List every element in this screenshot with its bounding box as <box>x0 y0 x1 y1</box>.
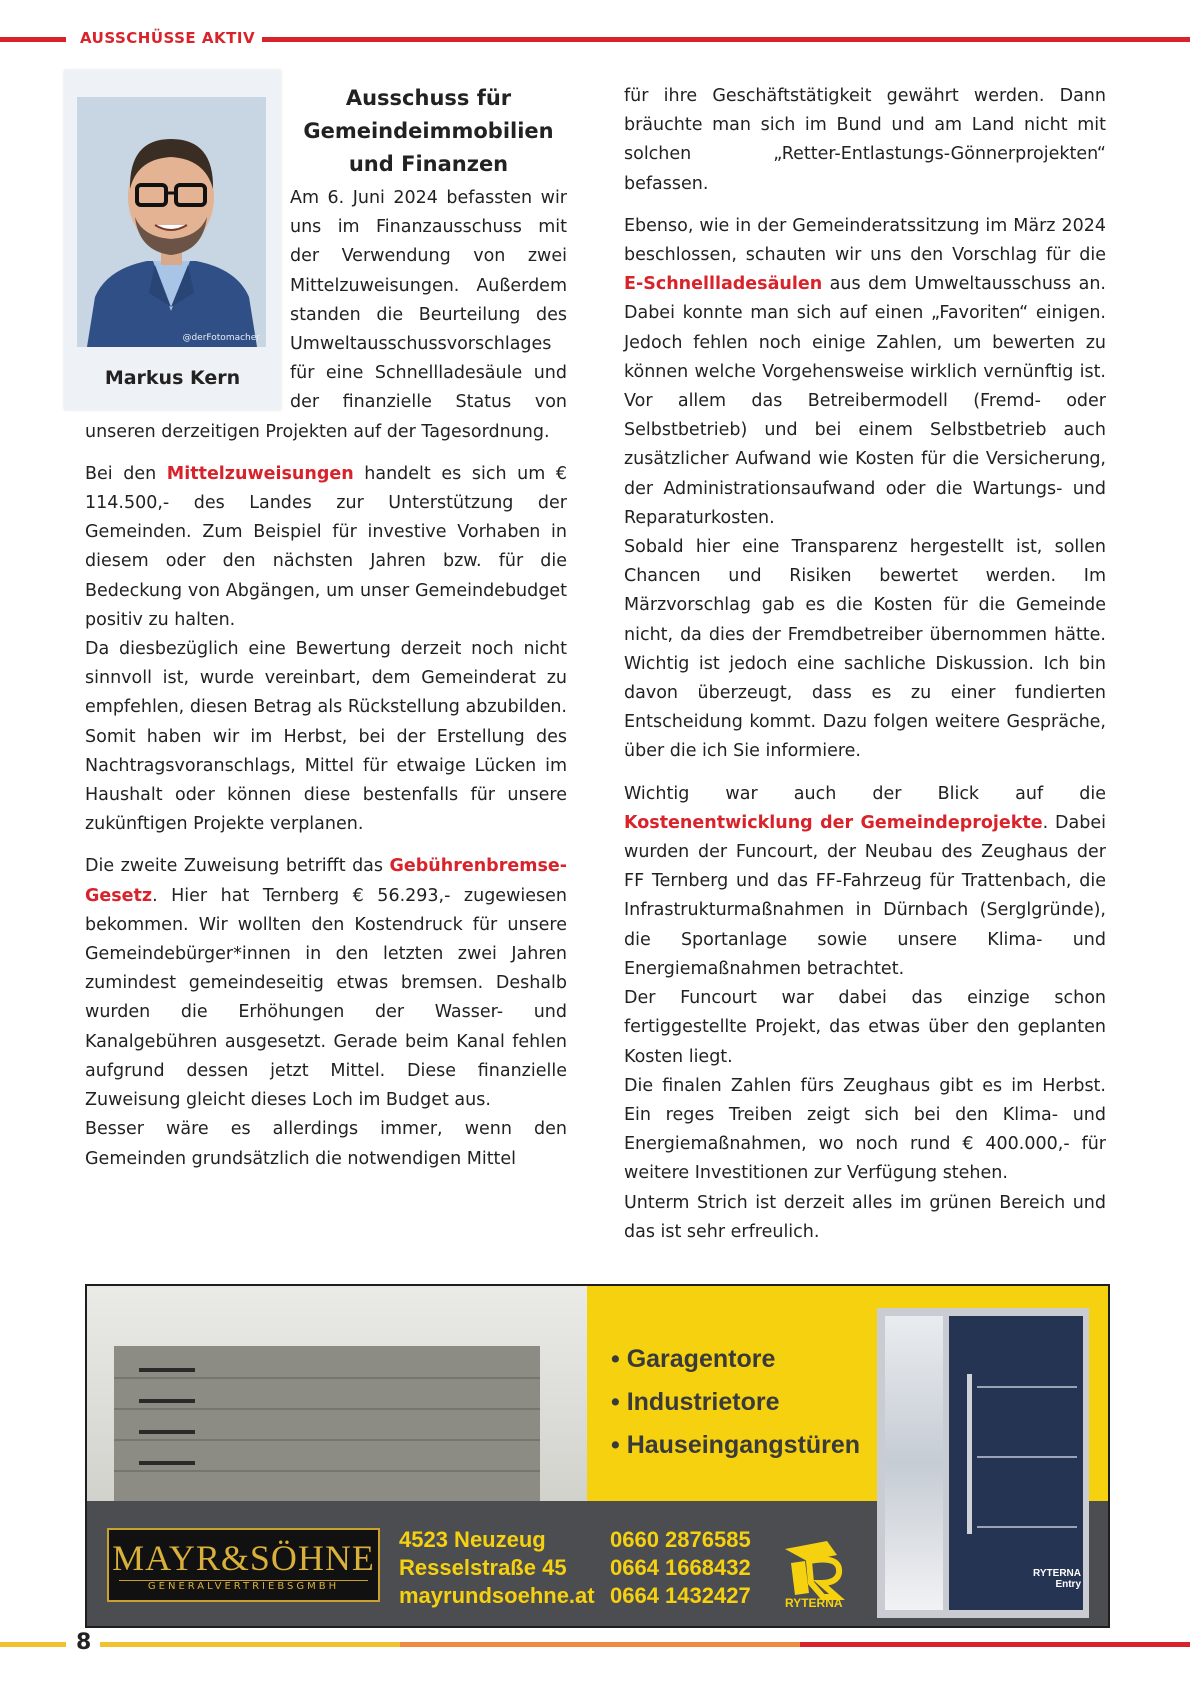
ad-bullet: • Industrietore <box>611 1381 860 1424</box>
ad-bullet: • Garagentore <box>611 1338 860 1381</box>
person-name: Markus Kern <box>104 367 241 389</box>
paragraph-zeughaus: Die finalen Zahlen fürs Zeughaus gibt es im Herbst. Ein reges Treiben zeigt sich bei den Klima- und Energiemaßnahmen, wo noch rund € 400.000,- für weitere Investitionen zur Verfügung stehen. <box>624 1075 1106 1184</box>
page-number: 8 <box>76 1630 92 1655</box>
ad-bullet: • Hauseingangstüren <box>611 1424 860 1467</box>
advertisement <box>85 1284 1110 1628</box>
mayr-soehne-logo: MAYR&SÖHNE GENERALVERTRIEBSGMBH <box>107 1528 380 1602</box>
garage-door-image <box>114 1346 540 1501</box>
ad-address: 4523 Neuzeug Resselstraße 45 mayrundsoehne.at <box>399 1527 595 1608</box>
paragraph-rueckstellung: Da diesbezüglich eine Bewertung derzeit noch nicht sinnvoll ist, wurde vereinbart, dem Gemeinderat zu empfehlen, diesen Betrag als Rückstellung abzubilden. Somit haben wir im Herbst, bei der Erstellung des Nachtragsvoranschlags, Mittel für etwaige Lücken im Haushalt oder können diese bestenfalls für unsere zukünftigen Projekte verplanen. <box>85 639 567 835</box>
paragraph-kostenentwicklung: Wichtig war auch der Blick auf die Kostenentwicklung der Gemeindeprojekte. Dabei wurden der Funcourt, der Neubau des Zeughaus der FF Ternberg und das FF-Fahrzeug für Trattenbach, die Infrastrukturmaßnahmen in Dürnbach (Serglgründe), die Sportanlage sowie unsere Klima- und Energiemaßnahmen betrachtet. <box>624 783 1106 979</box>
paragraph-schnellladesaeulen: Ebenso, wie in der Gemeinderatssitzung im März 2024 beschlossen, schauten wir uns den Vorschlag für die E-Schnellladesäulen aus dem Umweltausschuss an. Dabei konnte man sich auf einen „Favoriten“ einigen. Jedoch fehlen noch einige Zahlen, um bewerten zu können welche Vorgehensweise wirklich vernünftig ist. Vor allem das Betreibermodell (Fremd- oder Selbstbetrieb) und bei einem Selbstbetrieb auch zusätzlicher Aufwand wie Kosten für die Versicherung, der Administrationsaufwand oder die Wartungs- und Reparaturkosten. <box>624 215 1106 528</box>
footer-rule <box>400 1642 800 1647</box>
header-rule-right <box>262 37 1190 42</box>
door-brand-label: RYTERNA Entry <box>1033 1568 1081 1590</box>
header-rule-left <box>0 37 66 42</box>
article-title: Ausschuss für Gemeindeimmobilien und Finanzen <box>303 86 554 176</box>
footer-rule <box>0 1642 66 1647</box>
ryterna-logo-icon <box>777 1539 857 1613</box>
paragraph-geschaeftstaetigkeit: für ihre Geschäftstätigkeit gewährt werden. Dann bräuchte man sich im Bund und am Land nicht mit solchen „Retter-Entlastungs-Gönnerprojekten“ befassen. <box>624 86 1106 194</box>
article-column-left <box>85 82 567 1174</box>
footer-rule <box>800 1642 1190 1647</box>
ad-phone-numbers: 0660 2876585 0664 1668432 0664 1432427 <box>610 1527 751 1608</box>
svg-text:RYTERNA: RYTERNA <box>785 1596 843 1609</box>
paragraph-fazit: Unterm Strich ist derzeit alles im grünen Bereich und das ist sehr erfreulich. <box>624 1192 1106 1242</box>
paragraph-gebuehrenbremse: Die zweite Zuweisung betrifft das Gebührenbremse-Gesetz. Hier hat Ternberg € 56.293,- zugewiesen bekommen. Wir wollten den Kostendruck für unsere Gemeindebürger*innen in den letzten zwei Jahren zumindest gemeindeseitig etwas bremsen. Deshalb wurden die Erhöhungen der Wasser- und Kanalgebühren ausgesetzt. Gerade beim Kanal fehlen aufgrund dessen jetzt Mittel. Diese finanzielle Zuweisung gleicht dieses Loch im Budget aus. <box>85 856 567 1111</box>
ad-product-list <box>611 1338 860 1467</box>
paragraph-funcourt: Der Funcourt war dabei das einzige schon fertiggestellte Projekt, das etwas über den geplanten Kosten liegt. <box>624 988 1106 1067</box>
paragraph-transparenz: Sobald hier eine Transparenz hergestellt ist, sollen Chancen und Risiken bewertet werden. Im Märzvorschlag gab es die Kosten für die Gemeinde nicht, da dies der Fremdbetreiber übernommen hätte. Wichtig ist jedoch eine sachliche Diskussion. Ich bin davon überzeugt, dass es zu einer fundierten Entscheidung kommt. Dazu folgen weitere Gespräche, über die ich Sie informiere. <box>624 537 1106 762</box>
photo-credit: @derFotomacher <box>182 333 260 343</box>
section-label: AUSSCHÜSSE AKTIV <box>80 29 256 47</box>
ad-website-link[interactable]: mayrundsoehne.at <box>399 1583 595 1608</box>
highlight-gebuehrenbremse: Gebührenbremse-Gesetz <box>85 856 567 906</box>
highlight-mittelzuweisungen: Mittelzuweisungen <box>166 463 354 484</box>
paragraph-mittel: Besser wäre es allerdings immer, wenn den Gemeinden grundsätzlich die notwendigen Mittel <box>85 1119 567 1169</box>
footer-rule <box>100 1642 400 1647</box>
door-glass-panel <box>885 1316 943 1610</box>
intro-paragraph: Am 6. Juni 2024 befassten wir uns im Finanzausschuss mit der Verwendung von zwei Mittelzuweisungen. Außerdem standen die Beurteilung des Umweltausschussvorschlages für eine Schnellladesäule und der finanzielle Status von unseren derzeitigen Projekten auf der Tagesordnung. <box>85 188 567 442</box>
door-handle <box>967 1374 972 1534</box>
paragraph-mittelzuweisungen: Bei den Mittelzuweisungen handelt es sich um € 114.500,- des Landes zur Unterstützung der Gemeinden. Zum Beispiel für investive Vorhaben in diesem oder den nächsten Jahren bzw. für die Bedeckung von Abgängen, um unser Gemeindebudget positiv zu halten. <box>85 463 568 630</box>
highlight-kostenentwicklung: Kostenentwicklung der Gemeindeprojekte <box>624 812 1043 833</box>
article-column-right <box>624 82 1106 1247</box>
highlight-schnellladesaeulen: E-Schnellladesäulen <box>624 274 823 295</box>
